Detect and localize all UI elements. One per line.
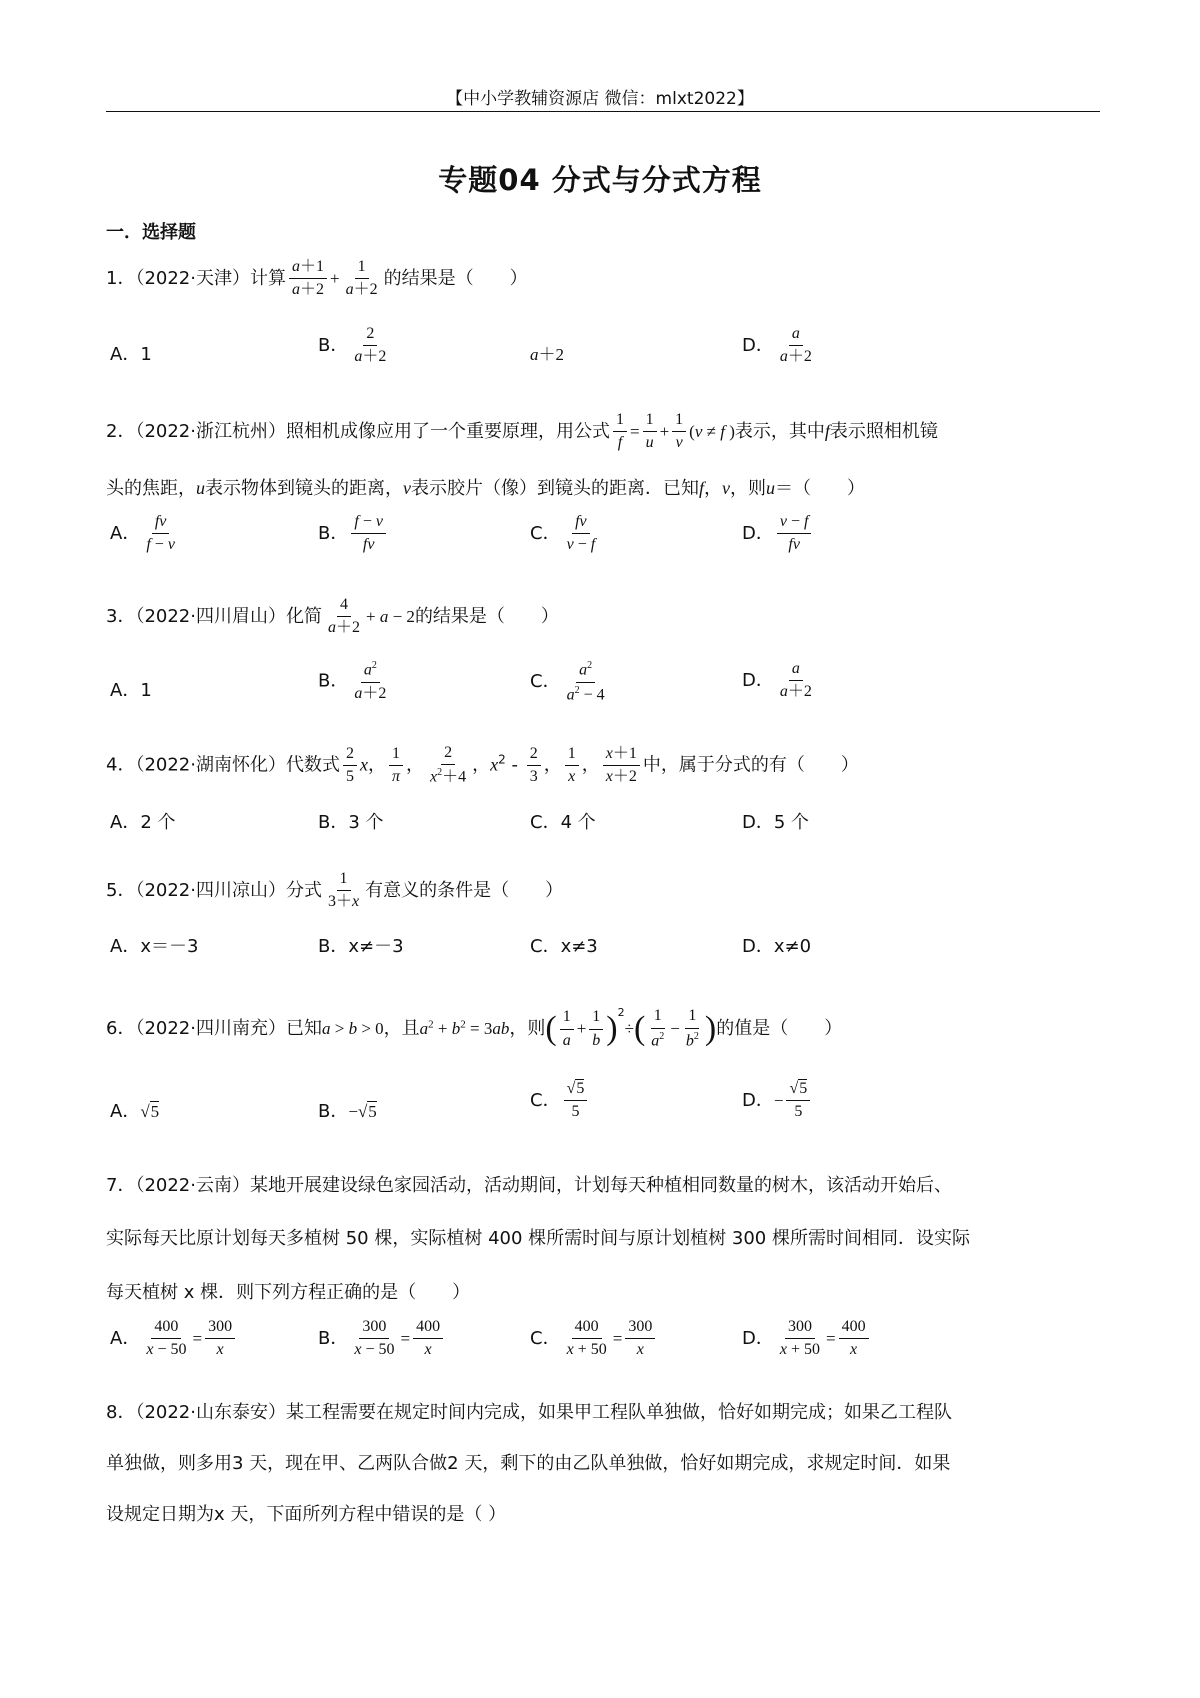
q7-option-b: B． $\frac{300}{x - 50}$ = $\frac{400}{x}$ (318, 1318, 446, 1360)
q5-option-a: A．x＝－3 (110, 936, 199, 957)
q2-option-d: D． $\frac{v - f}{fv}$ (742, 513, 814, 555)
question-8-line-2: 单独做，则多用3 天，现在甲、乙两队合做2 天，剩下的由乙队单独做，恰好如期完成，求规定时间．如果 (106, 1453, 951, 1474)
question-5: 5．（2022·四川凉山）分式 $\frac{1}{3+x}$ 有意义的条件是（ ） (106, 870, 564, 911)
question-4: 4．（2022·湖南怀化）代数式 $\frac{2}{5}$ x， $\frac{1}{\pi}$ ， $\frac{2}{x^2+4}$ ，$x^2$ - $\frac{2}{3}$ ， $\frac{1}{x}$ ， $\frac{x+1}{x+2}$ 中，属于分式的有（ ） (106, 744, 859, 786)
q1-option-b: B． $\frac{2}{a+2}$ (318, 325, 387, 366)
page-header: 【中小学教辅资源店 微信：mlxt2022】 (446, 89, 754, 109)
question-2-line-1: 2．（2022·浙江杭州）照相机成像应用了一个重要原理，用公式 $\frac{1}{f}$ = $\frac{1}{u}$ + $\frac{1}{v}$ (v ≠ f )表示，其中f表示照相机镜 (106, 411, 938, 452)
q1-option-c: a＋2 (530, 345, 564, 364)
q5-option-c: C．x≠3 (530, 936, 598, 957)
fraction: $\frac{1}{a+2}$ (345, 258, 378, 299)
section-heading: 一．选择题 (106, 222, 196, 243)
q4-option-d: D．5 个 (742, 812, 810, 833)
q3-option-c: C． $\frac{a^2}{a^2 - 4}$ (530, 660, 605, 704)
question-7-line-2: 实际每天比原计划每天多植树 50 棵，实际植树 400 棵所需时间与原计划植树 300 棵所需时间相同．设实际 (106, 1228, 970, 1249)
q2-option-c: C． $\frac{fv}{v - f}$ (530, 513, 596, 554)
header-rule (106, 111, 1100, 112)
question-6: 6．（2022·四川南充）已知a > b > 0，且$a^2 + b^2 = 3ab$，则( $\frac{1}{a}$ + $\frac{1}{b}$ )$^2$÷( $\frac{1}{a^2}$ − $\frac{1}{b^2}$ )的值是（ ） (106, 1006, 843, 1050)
q1-option-d: D． $\frac{a}{a+2}$ (742, 325, 812, 366)
q6-option-c: C． $\frac{√5}{5}$ (530, 1080, 590, 1122)
fraction: $\frac{a+1}{a+2}$ (289, 258, 327, 300)
q5-option-b: B．x≠－3 (318, 936, 404, 957)
q4-option-c: C．4 个 (530, 812, 596, 833)
q3-option-b: B． $\frac{a^2}{a+2}$ (318, 660, 387, 702)
q3-option-d: D． $\frac{a}{a+2}$ (742, 660, 812, 701)
question-7-line-3: 每天植树 x 棵．则下列方程正确的是（ ） (106, 1282, 471, 1303)
q2-option-a: A． $\frac{fv}{f - v}$ (110, 513, 175, 554)
question-8-line-3: 设规定日期为x 天，下面所列方程中错误的是（ ） (106, 1504, 507, 1525)
q4-option-a: A．2 个 (110, 812, 176, 833)
q7-option-a: A． $\frac{400}{x - 50}$ = $\frac{300}{x}$ (110, 1318, 238, 1360)
q3-option-a: A．1 (110, 680, 152, 701)
question-7-line-1: 7．（2022·云南）某地开展建设绿色家园活动，活动期间，计划每天种植相同数量的树木，该活动开始后、 (106, 1175, 952, 1196)
question-2-line-2: 头的焦距，u表示物体到镜头的距离，v表示胶片（像）到镜头的距离．已知f，v，则u＝（ ） (106, 478, 866, 499)
q6-option-b: B．−√5 (318, 1101, 377, 1122)
q2-option-b: B． $\frac{f - v}{fv}$ (318, 513, 389, 555)
question-1: 1．（2022·天津）计算 $\frac{a+1}{a+2}$ + $\frac{1}{a+2}$ 的结果是（ ） (106, 258, 528, 299)
q7-option-d: D． $\frac{300}{x + 50}$ = $\frac{400}{x}$ (742, 1318, 872, 1360)
q5-option-d: D．x≠0 (742, 936, 812, 957)
question-8-line-1: 8．（2022·山东泰安）某工程需要在规定时间内完成，如果甲工程队单独做，恰好如期完成；如果乙工程队 (106, 1402, 952, 1423)
q1-option-a: A．1 (110, 344, 152, 365)
page-title: 专题04 分式与分式方程 (438, 163, 762, 197)
question-3: 3．（2022·四川眉山）化简 $\frac{4}{a+2}$ + a − 2的结果是（ ） (106, 596, 559, 637)
q4-option-b: B．3 个 (318, 812, 384, 833)
q7-option-c: C． $\frac{400}{x + 50}$ = $\frac{300}{x}$ (530, 1318, 658, 1360)
q6-option-d: D．− $\frac{√5}{5}$ (742, 1080, 813, 1122)
q6-option-a: A．√5 (110, 1101, 160, 1122)
